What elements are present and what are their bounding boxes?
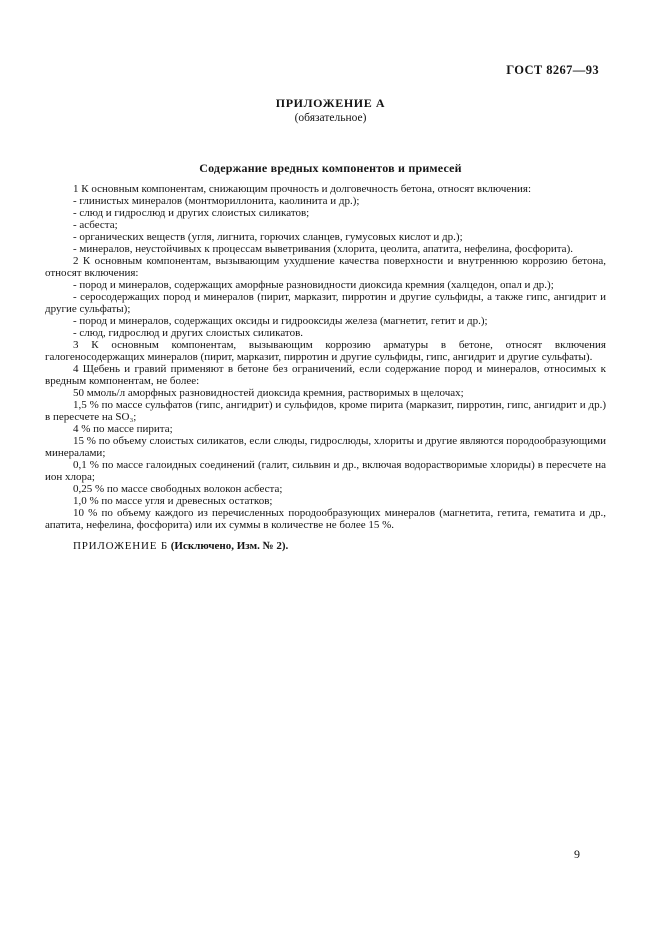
appendix-b-line	[45, 540, 606, 552]
list-item: - слюд и гидрослюд и других слоистых силикатов;	[73, 207, 310, 219]
list-item: - глинистых минералов (монтмориллонита, каолинита и др.);	[73, 195, 360, 207]
list-item: - органических веществ (угля, лигнита, горючих сланцев, гумусовых кислот и др.);	[73, 231, 463, 243]
list-item: - пород и минералов, содержащих оксиды и гидрооксиды железа (магнетит, гетит и др.);	[73, 315, 488, 327]
appendix-b-excluded-note: (Исключено, Изм. № 2).	[170, 540, 289, 552]
gost-standard-number: ГОСТ 8267—93	[506, 63, 599, 77]
limit-item: 15 % по объему слоистых силикатов, если слюды, гидрослюды, хлориты и другие являются породообразующими минералами;	[45, 435, 606, 459]
limit-item: 4 % по массе пирита;	[73, 423, 173, 435]
list-item: - пород и минералов, содержащих аморфные разновидности диоксида кремния (халцедон, опал и др.);	[73, 279, 554, 291]
appendix-a-title: ПРИЛОЖЕНИЕ А	[275, 96, 386, 110]
list-item: - слюд, гидрослюд и других слоистых силикатов.	[73, 327, 304, 339]
paragraph-2: 2 К основным компонентам, вызывающим ухудшение качества поверхности и внутреннюю коррозию бетона, относят включения:	[45, 255, 606, 279]
list-item: - серосодержащих пород и минералов (пирит, марказит, пирротин и другие сульфиды, а также гипс, ангидрит и другие сульфаты);	[45, 291, 606, 315]
appendix-a-heading	[0, 96, 661, 124]
paragraph-1: 1 К основным компонентам, снижающим прочность и долговечность бетона, относят включения:	[73, 183, 532, 195]
limit-item: 0,1 % по массе галоидных соединений (галит, сильвин и др., включая водорастворимые хлориды) в пересчете на ион хлора;	[45, 459, 606, 483]
limit-item: 10 % по объему каждого из перечисленных породообразующих минералов (магнетита, гетита, гематита и др., апатита, нефелина, фосфорита) или их суммы в количестве не более 15 %.	[45, 507, 606, 531]
limit-item: 0,25 % по массе свободных волокон асбеста;	[73, 483, 283, 495]
limit-item: 1,5 % по массе сульфатов (гипс, ангидрит) и сульфидов, кроме пирита (марказит, пирротин, гипс, ангидрит и др.) в пересчете на SO₃;	[45, 399, 606, 423]
appendix-a-subtitle: (обязательное)	[294, 112, 367, 124]
paragraph-4: 4 Щебень и гравий применяют в бетоне без ограничений, если содержание пород и минералов, относимых к вредным компонентам, не более:	[45, 363, 606, 387]
limit-item: 1,0 % по массе угля и древесных остатков;	[73, 495, 273, 507]
appendix-b-label: ПРИЛОЖЕНИЕ Б	[73, 540, 168, 552]
list-item: - минералов, неустойчивых к процессам выветривания (хлорита, цеолита, апатита, нефелина, фосфорита).	[73, 243, 573, 255]
section-title: Содержание вредных компонентов и примесей	[199, 161, 462, 175]
page-number: 9	[574, 847, 580, 861]
limit-item: 50 ммоль/л аморфных разновидностей диоксида кремния, растворимых в щелочах;	[73, 387, 464, 399]
body-text	[45, 183, 606, 552]
list-item: - асбеста;	[73, 219, 118, 231]
paragraph-3: 3 К основным компонентам, вызывающим коррозию арматуры в бетоне, относят включения галогеносодержащих минералов (пирит, марказит, пирротин и другие сульфиды, гипс, ангидрит и другие сульфаты).	[45, 339, 606, 363]
